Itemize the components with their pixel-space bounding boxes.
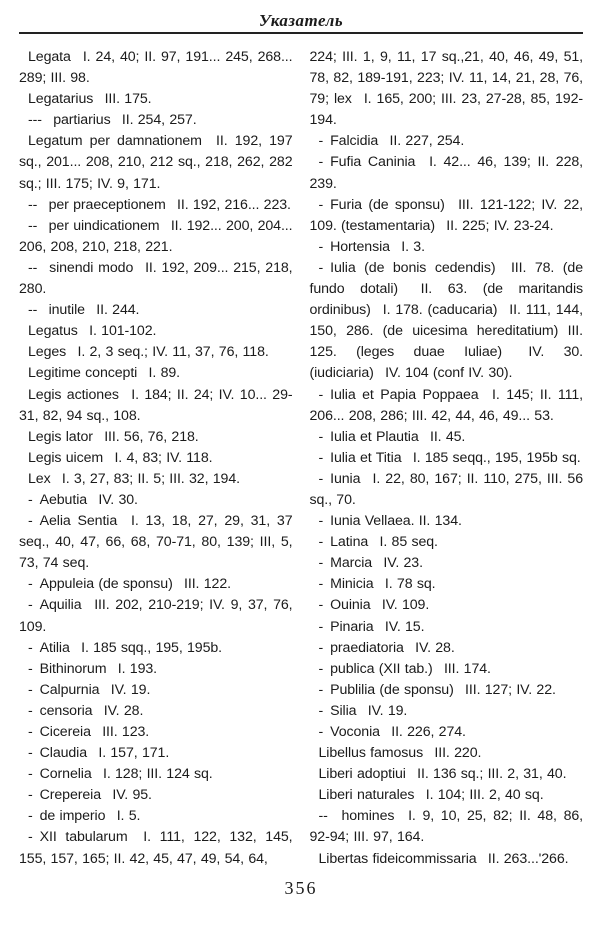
index-entry: - Cicereia III. 123.: [28, 724, 150, 740]
index-entry: Leges I. 2, 3 seq.; IV. 11, 37, 76, 118.: [28, 344, 269, 361]
index-entry: -- sinendi modo II. 192, 209... 215, 218, 280.: [19, 259, 293, 298]
index-entry: - Appuleia (de sponsu) III. 122.: [28, 576, 231, 593]
index-entry: - Silia IV. 19.: [318, 702, 408, 719]
index-entry: 224; III. 1, 9, 11, 17 sq.,21, 40, 46, 49, 51, 78, 82, 189-191, 223; IV. 11, 14, 21, 28, 76, 79; lex I. 165, 200; III. 23, 27-28, 85, 192-194.: [309, 49, 583, 129]
index-entry: Legis actiones I. 184; II. 24; IV. 10... 29-31, 82, 94 sq., 108.: [19, 386, 293, 424]
index-entry: Legitime concepti I. 89.: [28, 365, 180, 382]
index-entry: Libellus famosus III. 220.: [318, 745, 482, 762]
index-entry: - Iulia et Titia I. 185 seqq., 195, 195b sq.: [318, 449, 581, 466]
index-entry: - Claudia I. 157, 171.: [28, 745, 170, 762]
index-entry: - Iulia et Papia Poppaea I. 145; II. 111, 206... 208, 286; III. 42, 44, 46, 49... 53.: [309, 386, 583, 424]
index-entry: Legatarius III. 175.: [28, 91, 152, 108]
index-entry: - Fufia Caninia I. 42... 46, 139; II. 228, 239.: [309, 154, 583, 192]
index-entry: --- partiarius II. 254, 257.: [28, 112, 197, 129]
index-entry: Libertas fideicommissaria II. 263...'266.: [318, 850, 569, 867]
index-entry: - publica (XII tab.) III. 174.: [318, 660, 491, 677]
index-entry: Legata I. 24, 40; II. 97, 191... 245, 268... 289; III. 98.: [19, 49, 293, 87]
index-entry: -- homines I. 9, 10, 25, 82; II. 48, 86, 92-94; III. 97, 164.: [309, 808, 583, 846]
index-entry: Legis uicem I. 4, 83; IV. 118.: [28, 449, 213, 466]
index-entry: - Iunia I. 22, 80, 167; II. 110, 275, III. 56 sq., 70.: [309, 470, 583, 508]
index-entry: - Aebutia IV. 30.: [28, 491, 138, 508]
index-entry: Legatum per damnationem II. 192, 197 sq., 201... 208, 210, 212 sq., 218, 262, 282 sq.; III. 175; IV. 9, 171.: [19, 133, 293, 192]
index-entry: Legis lator III. 56, 76, 218.: [28, 428, 199, 445]
index-entry: - Iunia Vellaea. II. 134.: [318, 513, 462, 530]
index-entry: - Pinaria IV. 15.: [318, 618, 425, 635]
index-entry: - Iulia et Plautia II. 45.: [318, 428, 466, 445]
index-entry: - Atilia I. 185 sqq., 195, 195b.: [28, 639, 223, 656]
index-entry: - de imperio I. 5.: [28, 808, 141, 825]
index-columns: [19, 47, 583, 870]
index-entry: Legatus I. 101-102.: [28, 323, 157, 340]
index-entry: - Latina I. 85 seq.: [318, 534, 438, 551]
index-entry: - Furia (de sponsu) III. 121-122; IV. 22, 109. (testamentaria) II. 225; IV. 23-24.: [309, 196, 583, 234]
index-entry: - Falcidia II. 227, 254.: [318, 133, 465, 150]
index-entry: - Publilia (de sponsu) III. 127; IV. 22.: [318, 681, 556, 698]
page-header-title: Указатель: [258, 11, 344, 30]
index-entry: - Crepereia IV. 95.: [28, 787, 152, 804]
index-entry: - Voconia II. 226, 274.: [318, 724, 466, 740]
index-entry: Liberi adoptiui II. 136 sq.; III. 2, 31, 40.: [318, 766, 567, 783]
index-entry: -- per uindicationem II. 192... 200, 204... 206, 208, 210, 218, 221.: [19, 217, 293, 255]
index-entry: Liberi naturales I. 104; III. 2, 40 sq.: [318, 787, 544, 804]
index-entry: - XII tabularum I. 111, 122, 132, 145, 155, 157, 165; II. 42, 45, 47, 49, 54, 64,: [19, 829, 293, 867]
index-entry: - Cornelia I. 128; III. 124 sq.: [28, 766, 213, 783]
index-entry: - Calpurnia IV. 19.: [28, 681, 151, 698]
page-number: 356: [284, 877, 318, 898]
index-entry: - Ouinia IV. 109.: [318, 597, 430, 614]
page-header: [19, 7, 583, 34]
index-entry: - Hortensia I. 3.: [318, 238, 425, 255]
index-entry: - Aquilia III. 202, 210-219; IV. 9, 37, 76, 109.: [19, 597, 293, 635]
index-entry: - censoria IV. 28.: [28, 702, 144, 719]
index-column-left: [19, 47, 293, 870]
index-entry: - Minicia I. 78 sq.: [318, 576, 436, 593]
index-entry: - Aelia Sentia I. 13, 18, 27, 29, 31, 37 seq., 40, 47, 66, 68, 70-71, 80, 139; III, 5, 73, 74 seq.: [19, 513, 293, 572]
index-entry: - Marcia IV. 23.: [318, 555, 423, 572]
index-entry: -- per praeceptionem II. 192, 216... 223.: [28, 196, 291, 213]
index-column-right: [310, 47, 584, 870]
page-footer: [19, 878, 583, 899]
index-entry: -- inutile II. 244.: [28, 302, 140, 319]
index-entry: - praediatoria IV. 28.: [318, 639, 455, 656]
index-entry: - Iulia (de bonis cedendis) III. 78. (de fundo dotali) II. 63. (de maritandis ordinibus) I. 178. (caducaria) II. 111, 144, 150, 286. (de uicesima hereditatium) III. 125. (leges duae Iuliae) IV. 30. (iudiciaria) IV. 104 (conf IV. 30).: [309, 259, 583, 382]
index-entry: - Bithinorum I. 193.: [28, 660, 158, 677]
index-entry: Lex I. 3, 27, 83; II. 5; III. 32, 194.: [28, 470, 240, 487]
